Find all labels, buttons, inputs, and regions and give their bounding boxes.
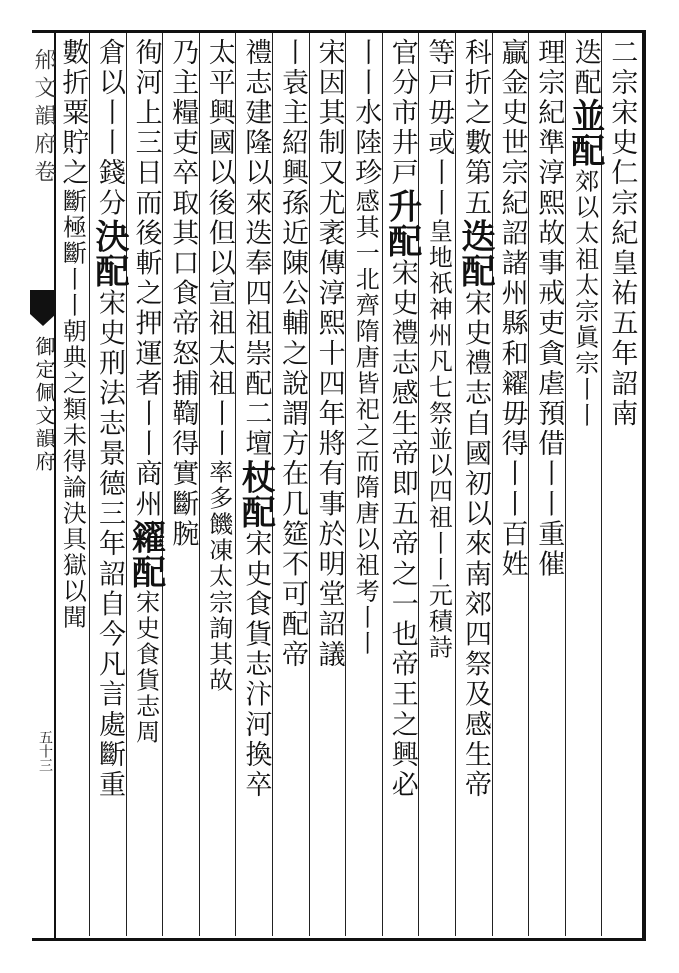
text-column xyxy=(344,38,386,934)
headword: 杖配 xyxy=(235,459,276,530)
text-column xyxy=(491,38,533,934)
column-text xyxy=(344,38,386,934)
column-segment: 宋因其制又尤袤傳淳熙十四年將有事於明堂詔議 xyxy=(313,38,345,671)
column-segment: 等戸毋或丨丨 xyxy=(423,38,455,219)
column-segment: 感其一北齊隋唐皆祀之而隋唐以祖考丨丨 xyxy=(351,188,380,657)
column-text xyxy=(454,38,496,934)
column-text xyxy=(527,38,569,934)
column-segment: 丨袁主紹興孫近陳公輔之說謂方在几筵不可配帝 xyxy=(277,38,308,671)
text-column xyxy=(198,38,240,934)
column-text xyxy=(417,38,459,934)
column-text xyxy=(308,38,350,934)
column-text xyxy=(51,38,93,934)
column-segment: 丨丨水陸珍 xyxy=(350,38,382,189)
text-column xyxy=(88,38,130,934)
column-text xyxy=(198,38,240,934)
column-segment: 禮志建隆以來迭奉四祖崇配二壇 xyxy=(240,38,272,460)
text-column xyxy=(51,38,93,934)
column-segment: 太平興國以後但以宣祖太祖丨丨 xyxy=(203,38,235,460)
text-column xyxy=(161,38,203,934)
column-segment: 宋史仁宗紀皇祐五年詔南 xyxy=(606,98,638,430)
text-column xyxy=(564,38,606,934)
column-segment: 斷極斷丨丨朝典之類未得論決具獄以聞 xyxy=(58,188,87,631)
page-number: 五十三 xyxy=(37,730,53,772)
column-text xyxy=(600,38,642,934)
running-head: 𨚕文韻府卷 xyxy=(31,48,56,188)
book-title: 御定佩文韻府 xyxy=(32,336,56,474)
column-segment: 官分市井戸 xyxy=(386,38,418,189)
bottom-border xyxy=(32,938,644,941)
column-segment: 科折之數第五 xyxy=(460,38,491,219)
text-column xyxy=(527,38,569,934)
column-text xyxy=(381,38,423,934)
column-segment: 倉以丨丨錢分 xyxy=(94,38,125,219)
column-segment: 宋史禮志自國初以來南郊四祭及感生帝 xyxy=(460,288,491,801)
text-column xyxy=(125,38,167,934)
column-segment: 二宗 xyxy=(606,38,638,99)
column-text xyxy=(125,38,167,934)
text-column xyxy=(600,38,642,934)
column-segment: 贏金史世宗紀詔諸州縣和糴毋得丨丨百姓 xyxy=(496,38,528,580)
column-text xyxy=(88,38,130,934)
headword: 決配 xyxy=(89,218,129,289)
column-text xyxy=(564,38,606,934)
headword: 並配 xyxy=(564,98,605,169)
column-segment: 迭配 xyxy=(569,38,601,99)
column-segment: 宋史食貨志汴河換卒 xyxy=(240,529,272,801)
text-column xyxy=(417,38,459,934)
text-column xyxy=(308,38,350,934)
text-column xyxy=(271,38,313,934)
column-segment: 宋史食貨志周 xyxy=(131,589,160,746)
column-segment: 率多饑凍太宗詢其故 xyxy=(204,459,233,694)
text-column xyxy=(234,38,276,934)
headword: 糴配 xyxy=(125,519,166,590)
column-segment: 宋史禮志感生帝即五帝之一也帝王之興必 xyxy=(386,258,418,801)
column-segment: 理宗紀準淳熙故事戒吏貪虐預借丨丨重催 xyxy=(533,38,565,580)
column-segment: 乃主糧吏卒取其口食帝怒捕鞫得實斷腕 xyxy=(167,38,199,550)
column-text xyxy=(271,38,313,934)
column-segment: 皇地祇神州凡七祭並以四祖丨丨元積詩 xyxy=(424,218,453,661)
column-text xyxy=(234,38,276,934)
column-text xyxy=(491,38,533,934)
top-border xyxy=(32,30,644,33)
text-column xyxy=(381,38,423,934)
headword: 迭配 xyxy=(455,218,495,289)
text-column xyxy=(454,38,496,934)
column-segment: 徇河上三日而後斬之押運者丨丨商州 xyxy=(130,38,162,520)
column-segment: 郊以太祖太宗眞宗丨丨 xyxy=(570,168,599,429)
column-text xyxy=(161,38,203,934)
column-segment: 宋史刑法志景德三年詔自今凡言處斷重 xyxy=(94,288,125,801)
column-segment: 數折粟貯之 xyxy=(57,38,89,189)
right-border xyxy=(642,30,646,941)
headword: 升配 xyxy=(381,188,422,259)
